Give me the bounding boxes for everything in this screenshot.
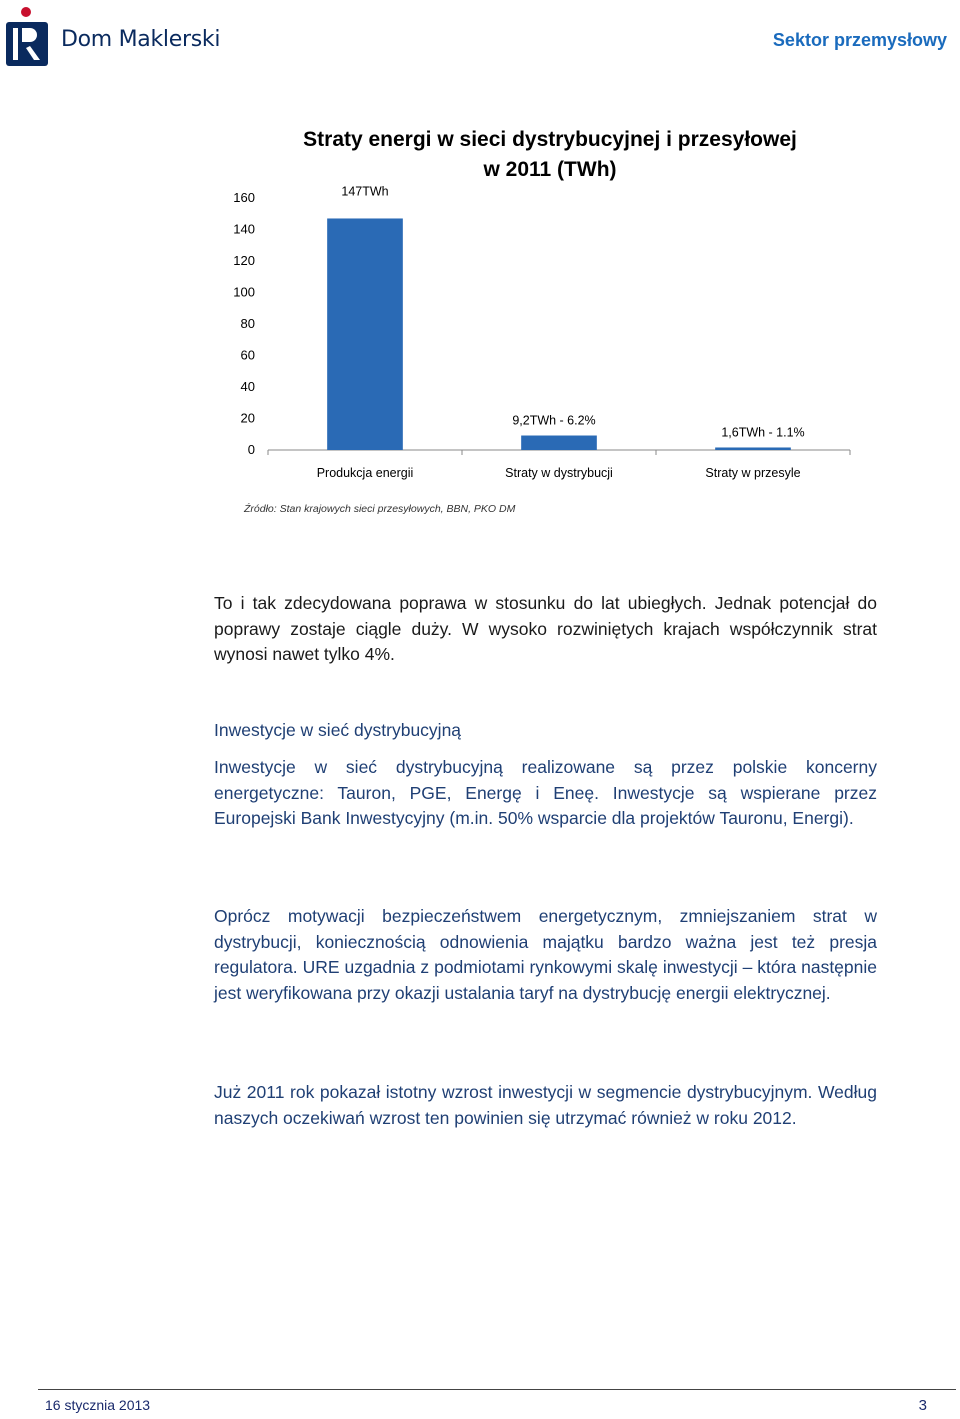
data-label: 9,2TWh - 6.2%	[512, 413, 596, 428]
x-category-label: Straty w przesyle	[705, 466, 801, 480]
chart-source: Źródło: Stan krajowych sieci przesyłowych, BBN, PKO DM	[244, 503, 516, 515]
pko-logo-icon	[6, 6, 48, 66]
chart-title-line2: w 2011 (TWh)	[483, 158, 617, 181]
y-tick-label: 20	[240, 410, 255, 426]
y-tick-label: 140	[233, 221, 255, 237]
y-tick-label: 60	[240, 347, 255, 363]
x-category-label: Produkcja energii	[316, 466, 414, 480]
paragraph-improvement: To i tak zdecydowana poprawa w stosunku do lat ubiegłych. Jednak potencjał do poprawy zostaje ciągle duży. W wysoko rozwiniętych krajach współczynnik strat wynosi nawet tylko 4%.	[214, 593, 877, 665]
bar-2	[715, 447, 791, 450]
paragraph-investments: Inwestycje w sieć dystrybucyjną realizowane są przez polskie koncerny energetyczne: Tauron, PGE, Energę i Eneę. Inwestycje są wspierane przez Europejski Bank Inwestycyjny (m.in. 50% wsparcie dla projektów Tauronu, Energi).	[214, 757, 877, 829]
section-title: Sektor przemysłowy	[772, 30, 947, 50]
y-tick-label: 40	[240, 379, 255, 394]
data-label: 147TWh	[341, 184, 389, 199]
y-tick-label: 120	[233, 253, 255, 268]
section-heading-investments: Inwestycje w sieć dystrybucyjną	[214, 720, 462, 740]
page-header	[0, 0, 960, 80]
chart-title-line1: Straty energi w sieci dystrybucyjnej i przesyłowej	[303, 128, 797, 151]
data-label: 1,6TWh - 1.1%	[721, 425, 805, 440]
paragraph-outlook: Już 2011 rok pokazał istotny wzrost inwestycji w segmencie dystrybucyjnym. Według naszych oczekiwań wzrost ten powinien się utrzymać również w roku 2012.	[214, 1082, 877, 1128]
y-tick-label: 80	[240, 316, 255, 331]
x-category-label: Straty w dystrybucji	[505, 466, 613, 480]
y-tick-label: 160	[233, 190, 255, 205]
bar-1	[521, 436, 597, 450]
footer-date: 16 stycznia 2013	[45, 1397, 151, 1413]
y-tick-label: 100	[233, 284, 255, 300]
logo-text: Dom Maklerski	[61, 27, 221, 52]
paragraph-regulator: Oprócz motywacji bezpieczeństwem energetycznym, zmniejszaniem strat w dystrybucji, koniecznością odnowienia majątku bardzo ważna jest też presja regulatora. URE uzgadnia z podmiotami rynkowymi skalę inwestycji – która następnie jest weryfikowana przy okazji ustalania taryf na dystrybucję energii elektrycznej.	[214, 906, 877, 1003]
footer-divider	[38, 1389, 956, 1390]
losses-bar-chart	[220, 118, 860, 498]
page-number: 3	[918, 1397, 927, 1414]
y-tick-label: 0	[247, 442, 255, 457]
bar-0	[327, 218, 403, 450]
